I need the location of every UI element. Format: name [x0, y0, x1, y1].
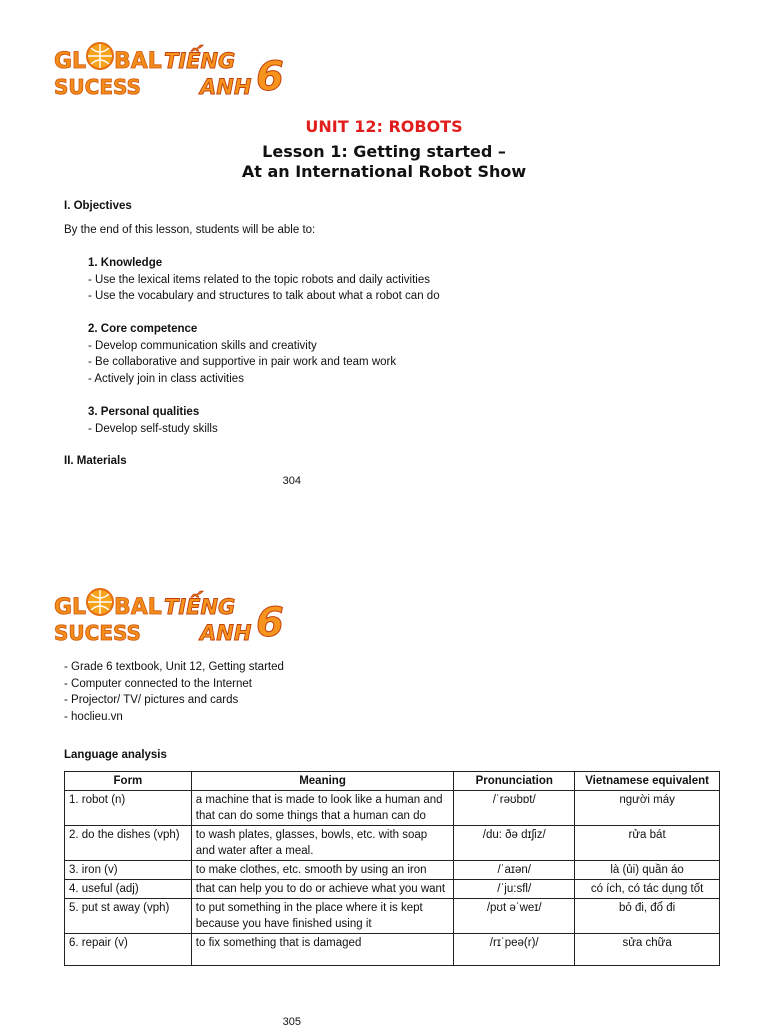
column-header-form: Form: [65, 772, 192, 791]
objectives-intro: By the end of this lesson, students will be able to:: [64, 224, 316, 236]
cell-vietnamese: sửa chữa: [575, 934, 720, 966]
cell-form: 5. put st away (vph): [65, 899, 192, 934]
cell-meaning: to put something in the place where it is kept because you have finished using it: [191, 899, 453, 934]
list-item: - Projector/ TV/ pictures and cards: [64, 694, 239, 706]
cell-vietnamese: rửa bát: [575, 826, 720, 861]
cell-vietnamese: là (ủi) quần áo: [575, 861, 720, 880]
logo-text-tieng: TIẾNG: [164, 595, 236, 619]
cell-meaning: to make clothes, etc. smooth by using an iron: [191, 861, 453, 880]
language-analysis-heading: Language analysis: [64, 749, 167, 761]
logo-text-six: 6: [256, 54, 284, 100]
cell-vietnamese: bỏ đi, đổ đi: [575, 899, 720, 934]
cell-meaning: to wash plates, glasses, bowls, etc. with soap and water after a meal.: [191, 826, 453, 861]
logo-text-anh: ANH: [200, 621, 252, 645]
cell-meaning: that can help you to do or achieve what you want: [191, 880, 453, 899]
cell-pronunciation: /ˈrəʊbɒt/: [454, 791, 575, 826]
cell-form: 3. iron (v): [65, 861, 192, 880]
cell-form: 4. useful (adj): [65, 880, 192, 899]
logo-text-success: SUCESS: [54, 75, 141, 99]
knowledge-section: [88, 255, 440, 305]
column-header-vietnamese: Vietnamese equivalent: [575, 772, 720, 791]
global-success-logo: [52, 584, 292, 648]
lesson-title-line1: Lesson 1: Getting started –: [262, 142, 506, 161]
logo-text-six: 6: [256, 600, 284, 646]
logo-text-tieng: TIẾNG: [164, 49, 236, 73]
knowledge-heading: 1. Knowledge: [88, 257, 163, 269]
page-number: 305: [282, 1016, 301, 1028]
table-row: [65, 791, 720, 826]
column-header-meaning: Meaning: [191, 772, 453, 791]
cell-vietnamese: có ích, có tác dụng tốt: [575, 880, 720, 899]
materials-heading: II. Materials: [64, 455, 127, 467]
unit-title: UNIT 12: ROBOTS: [305, 117, 463, 136]
cell-pronunciation: /du: ðə dɪʃiz/: [454, 826, 575, 861]
logo-text-bal: BAL: [114, 595, 162, 620]
logo-text-bal: BAL: [114, 49, 162, 74]
cell-vietnamese: người máy: [575, 791, 720, 826]
lesson-title-line2: At an International Robot Show: [241, 162, 527, 181]
table-row: [65, 880, 720, 899]
table-row: [65, 826, 720, 861]
table-header-row: [65, 772, 720, 791]
logo-text-gl: GL: [54, 49, 87, 74]
logo-text-success: SUCESS: [54, 621, 141, 645]
list-item: - Computer connected to the Internet: [64, 677, 252, 690]
personal-qualities-section: [88, 404, 218, 437]
list-item: - Use the vocabulary and structures to talk about what a robot can do: [88, 290, 440, 302]
list-item: - Develop communication skills and creativity: [88, 339, 317, 352]
list-item: - hoclieu.vn: [64, 710, 123, 723]
cell-form: 1. robot (n): [65, 791, 192, 826]
personal-qualities-heading: 3. Personal qualities: [88, 406, 200, 418]
list-item: - Be collaborative and supportive in pair work and team work: [88, 356, 397, 368]
core-competence-section: [88, 321, 396, 387]
lesson-title: [0, 142, 768, 182]
table-row: [65, 934, 720, 966]
objectives-heading: I. Objectives: [64, 200, 132, 212]
cell-pronunciation: /ˈju:sfl/: [454, 880, 575, 899]
list-item: - Grade 6 textbook, Unit 12, Getting started: [64, 661, 284, 673]
cell-meaning: to fix something that is damaged: [191, 934, 453, 966]
list-item: - Develop self-study skills: [88, 422, 218, 435]
cell-form: 6. repair (v): [65, 934, 192, 966]
list-item: - Use the lexical items related to the topic robots and daily activities: [88, 273, 430, 286]
cell-form: 2. do the dishes (vph): [65, 826, 192, 861]
column-header-pronunciation: Pronunciation: [454, 772, 575, 791]
cell-pronunciation: /ˈaɪən/: [454, 861, 575, 880]
table-row: [65, 899, 720, 934]
list-item: - Actively join in class activities: [88, 372, 244, 385]
logo-text-gl: GL: [54, 595, 87, 620]
cell-meaning: a machine that is made to look like a human and that can do some things that a human can do: [191, 791, 453, 826]
global-success-logo: [52, 38, 292, 102]
logo-text-anh: ANH: [200, 75, 252, 99]
materials-list: [64, 659, 284, 725]
page-number: 304: [282, 475, 301, 487]
cell-pronunciation: /rɪˈpeə(r)/: [454, 934, 575, 966]
table-row: [65, 861, 720, 880]
core-competence-heading: 2. Core competence: [88, 323, 198, 335]
cell-pronunciation: /pʊt əˈweɪ/: [454, 899, 575, 934]
language-analysis-table: [64, 771, 720, 966]
